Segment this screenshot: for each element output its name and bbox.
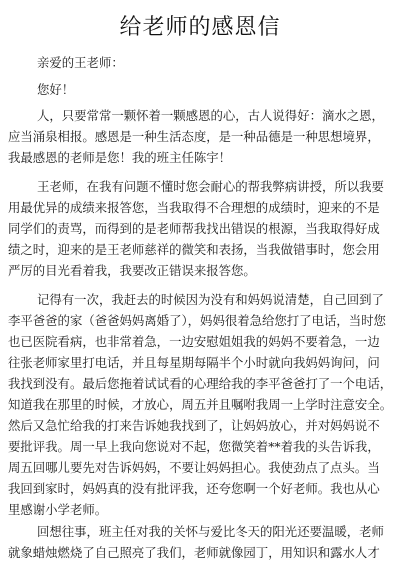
paragraph-3-line-4: 往张老师家里打电话，并且每星期每隔半个小时就向我妈妈询问，问 — [8, 355, 380, 370]
paragraph-2-line-4: 绩之时，迎来的是王老师慈祥的微笑和表扬，当我做错事时，您会用 — [8, 242, 380, 257]
paragraph-4-line-2: 就象蜡烛燃烧了自己照亮了我们，老师就像园丁，用知识和露水人才 — [8, 545, 380, 560]
paragraph-1-line-2: 应当涌泉相报。感恩是一种生活态度，是一种品德是一种思想境界， — [8, 129, 380, 144]
letter-title: 给老师的感恩信 — [119, 15, 281, 40]
paragraph-3-line-9: 周五回哪儿要先对告诉妈妈，不要让妈妈担心。我使劲点了点头。当 — [8, 460, 380, 475]
paragraph-3-line-6: 知道我在那里的时候，才放心，周五并且嘱咐我周一上学时注意安全。 — [8, 397, 393, 412]
paragraph-3-line-2: 李平爸爸的家（爸爸妈妈离婚了），妈妈很着急给您打了电话，当时您 — [8, 313, 386, 328]
paragraph-3-line-1: 记得有一次，我赶去的时候因为没有和妈妈说清楚，自己回到了 — [37, 292, 384, 307]
paragraph-3-line-8: 要批评我。周一早上我向您说对不起，您微笑着**着我的头告诉我， — [8, 439, 380, 454]
paragraph-2-line-5: 严厉的目光看着我，我要改正错误来报答您。 — [8, 263, 256, 278]
paragraph-2-line-2: 用最优异的成绩来报答您，当我取得不合理想的成绩时，迎来的不是 — [8, 200, 380, 215]
salutation-line: 亲爱的王老师： — [37, 55, 124, 70]
paragraph-3-line-3: 也已医院看病，也非常着急，一边安慰姐姐我的妈妈不要着急，一边 — [8, 334, 380, 349]
greeting-line: 您好！ — [37, 82, 75, 97]
paragraph-2-line-3: 同学们的责骂，而得到的是老师帮我找出错误的根源，当我取得好成 — [8, 221, 380, 236]
paragraph-2-line-1: 王老师，在我有问题不懂时您会耐心的帮我弊病讲授，所以我要 — [37, 179, 384, 194]
paragraph-3-line-10: 我回到家时，妈妈真的没有批评我，还夸您啊一个好老师。我也从心 — [8, 481, 380, 496]
paragraph-3-line-5: 我找到没有。最后您拖着试试看的心理给我的李平爸爸打了一个电话， — [8, 376, 393, 391]
paragraph-3-line-7: 然后又急忙给我的打来告诉她我找到了，让妈妈放心，并对妈妈说不 — [8, 418, 380, 433]
paragraph-3-line-11: 里感谢小学老师。 — [8, 502, 108, 517]
paragraph-1-line-3: 我最感恩的老师是您！我的班主任陈宇！ — [8, 150, 232, 165]
paragraph-1-line-1: 人，只要常常一颗怀着一颗感恩的心，古人说得好：滴水之恩， — [37, 108, 384, 123]
paragraph-4-line-1: 回想往事，班主任对我的关怀与爱比冬天的阳光还要温暖，老师 — [37, 524, 384, 539]
